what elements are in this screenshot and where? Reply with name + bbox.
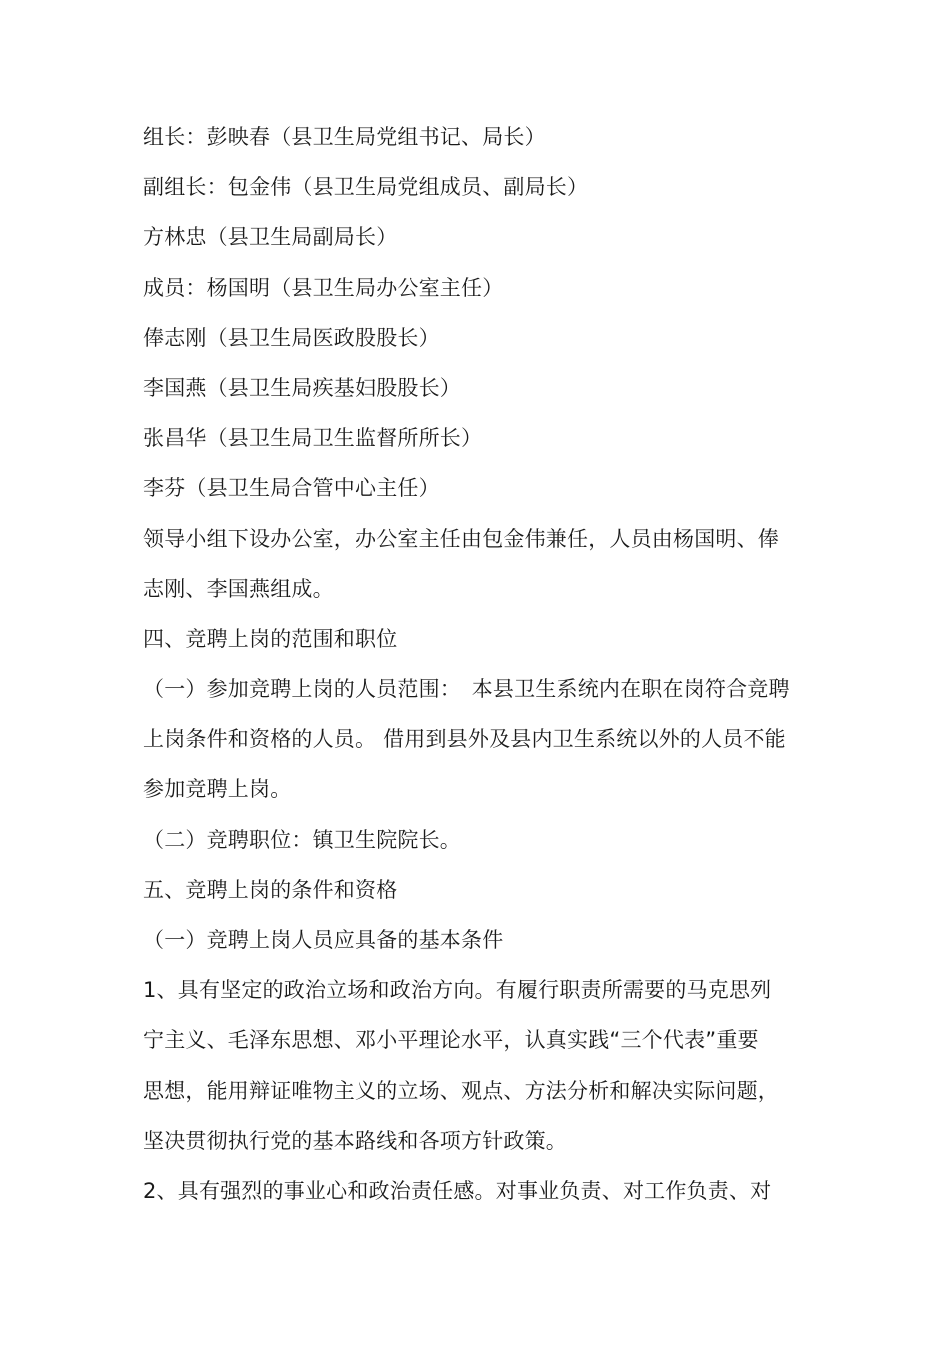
section-heading: 四、竞聘上岗的范围和职位	[143, 626, 398, 651]
text-line: 方林忠（县卫生局副局长）	[143, 225, 398, 250]
text-line: 李芬（县卫生局合管中心主任）	[143, 476, 440, 501]
text-line: 副组长：包金伟（县卫生局党组成员、副局长）	[143, 175, 589, 200]
text-line: 上岗条件和资格的人员。 借用到县外及县内卫生系统以外的人员不能	[143, 727, 786, 752]
text-line: 参加竞聘上岗。	[143, 777, 292, 802]
text-line: 组长：彭映春（县卫生局党组书记、局长）	[143, 125, 546, 149]
text-line: 领导小组下设办公室，办公室主任由包金伟兼任，人员由杨国明、俸	[143, 526, 779, 551]
text-line: 俸志刚（县卫生局医政股股长）	[143, 325, 440, 350]
text-line: （二）竞聘职位：镇卫生院院长。	[143, 827, 461, 852]
text-line: 思想，能用辩证唯物主义的立场、观点、方法分析和解决实际问题，	[143, 1078, 779, 1103]
text-line: 宁主义、毛泽东思想、邓小平理论水平，认真实践“三个代表”重要	[143, 1028, 759, 1053]
text-line: 2、具有强烈的事业心和政治责任感。对事业负责、对工作负责、对	[143, 1178, 772, 1203]
document-body	[143, 112, 813, 1216]
text-line: 志刚、李国燕组成。	[143, 576, 334, 601]
text-line: 成员：杨国明（县卫生局办公室主任）	[143, 275, 504, 300]
text-line: （一）竞聘上岗人员应具备的基本条件	[143, 928, 504, 952]
section-heading: 五、竞聘上岗的条件和资格	[143, 877, 398, 902]
text-line: 坚决贯彻执行党的基本路线和各项方针政策。	[143, 1128, 567, 1153]
text-line: （一）参加竞聘上岗的人员范围： 本县卫生系统内在职在岗符合竞聘	[143, 677, 790, 702]
text-line: 1、具有坚定的政治立场和政治方向。有履行职责所需要的马克思列	[143, 978, 772, 1003]
text-line: 张昌华（县卫生局卫生监督所所长）	[143, 426, 483, 451]
text-line: 李国燕（县卫生局疾基妇股股长）	[143, 375, 461, 400]
